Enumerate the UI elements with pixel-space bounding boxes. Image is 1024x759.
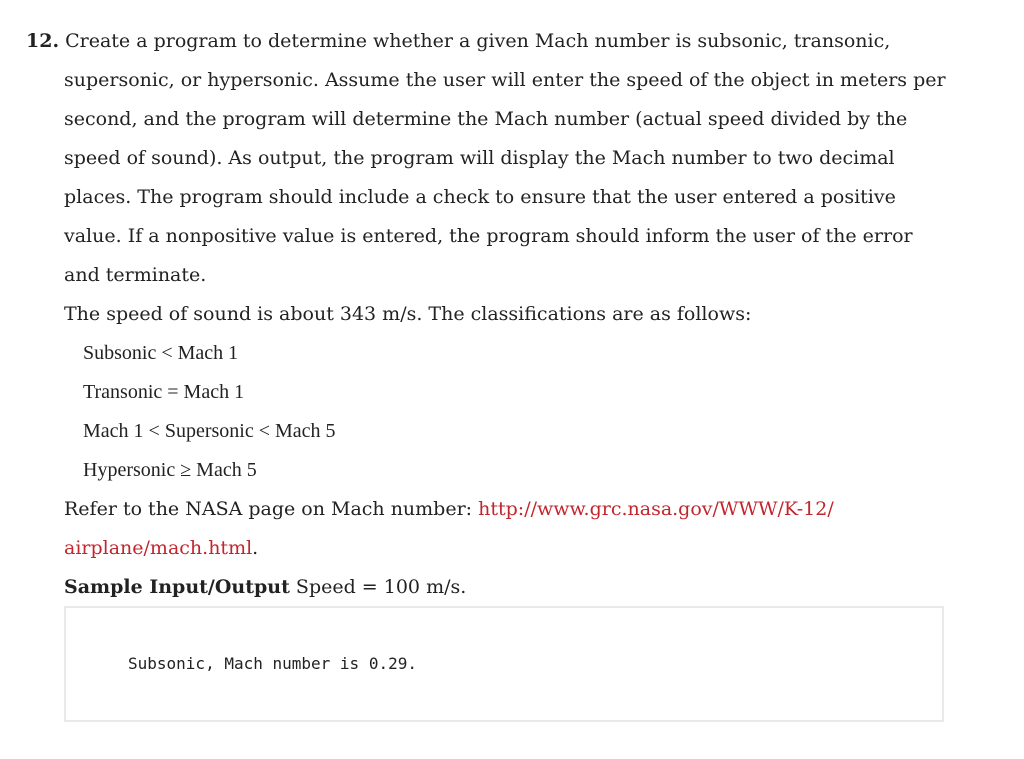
problem-text-line-2: supersonic, or hypersonic. Assume the user will enter the speed of the object in meters per <box>64 69 946 91</box>
problem-line-1 <box>26 22 966 61</box>
classification-supersonic: Mach 1 < Supersonic < Mach 5 <box>83 420 336 442</box>
sample-output-text: Subsonic, Mach number is 0.29. <box>128 654 417 673</box>
refer-text: Refer to the NASA page on Mach number: <box>64 498 479 520</box>
problem-text-line-4: speed of sound). As output, the program will display the Mach number to two decimal <box>64 147 895 169</box>
sample-line <box>26 568 966 607</box>
nasa-link-part-2[interactable]: airplane/mach.html <box>64 537 253 559</box>
problem-text-line-6: value. If a nonpositive value is entered, the program should inform the user of the error <box>64 225 913 247</box>
refer-line <box>26 490 966 529</box>
problem-number: 12. <box>26 30 60 52</box>
classification-hypersonic: Hypersonic ≥ Mach 5 <box>83 459 257 481</box>
sample-label: Sample Input/Output <box>64 576 290 598</box>
problem-text-line-1: Create a program to determine whether a given Mach number is subsonic, transonic, <box>65 30 891 52</box>
speed-of-sound-text: The speed of sound is about 343 m/s. The classifications are as follows: <box>64 303 752 325</box>
classification-subsonic: Subsonic < Mach 1 <box>83 342 239 364</box>
problem-text-line-3: second, and the program will determine the Mach number (actual speed divided by the <box>64 108 908 130</box>
refer-line-2 <box>26 529 966 568</box>
refer-suffix: . <box>252 537 259 559</box>
nasa-link-part-1[interactable]: http://www.grc.nasa.gov/WWW/K-12/ <box>478 498 834 520</box>
sample-input: Speed = 100 m/s. <box>289 576 467 598</box>
sample-output-box <box>64 606 944 722</box>
problem-12 <box>26 22 966 607</box>
classification-transonic: Transonic = Mach 1 <box>83 381 245 403</box>
problem-text-line-7: and terminate. <box>64 264 207 286</box>
problem-text-line-5: places. The program should include a check to ensure that the user entered a positive <box>64 186 896 208</box>
